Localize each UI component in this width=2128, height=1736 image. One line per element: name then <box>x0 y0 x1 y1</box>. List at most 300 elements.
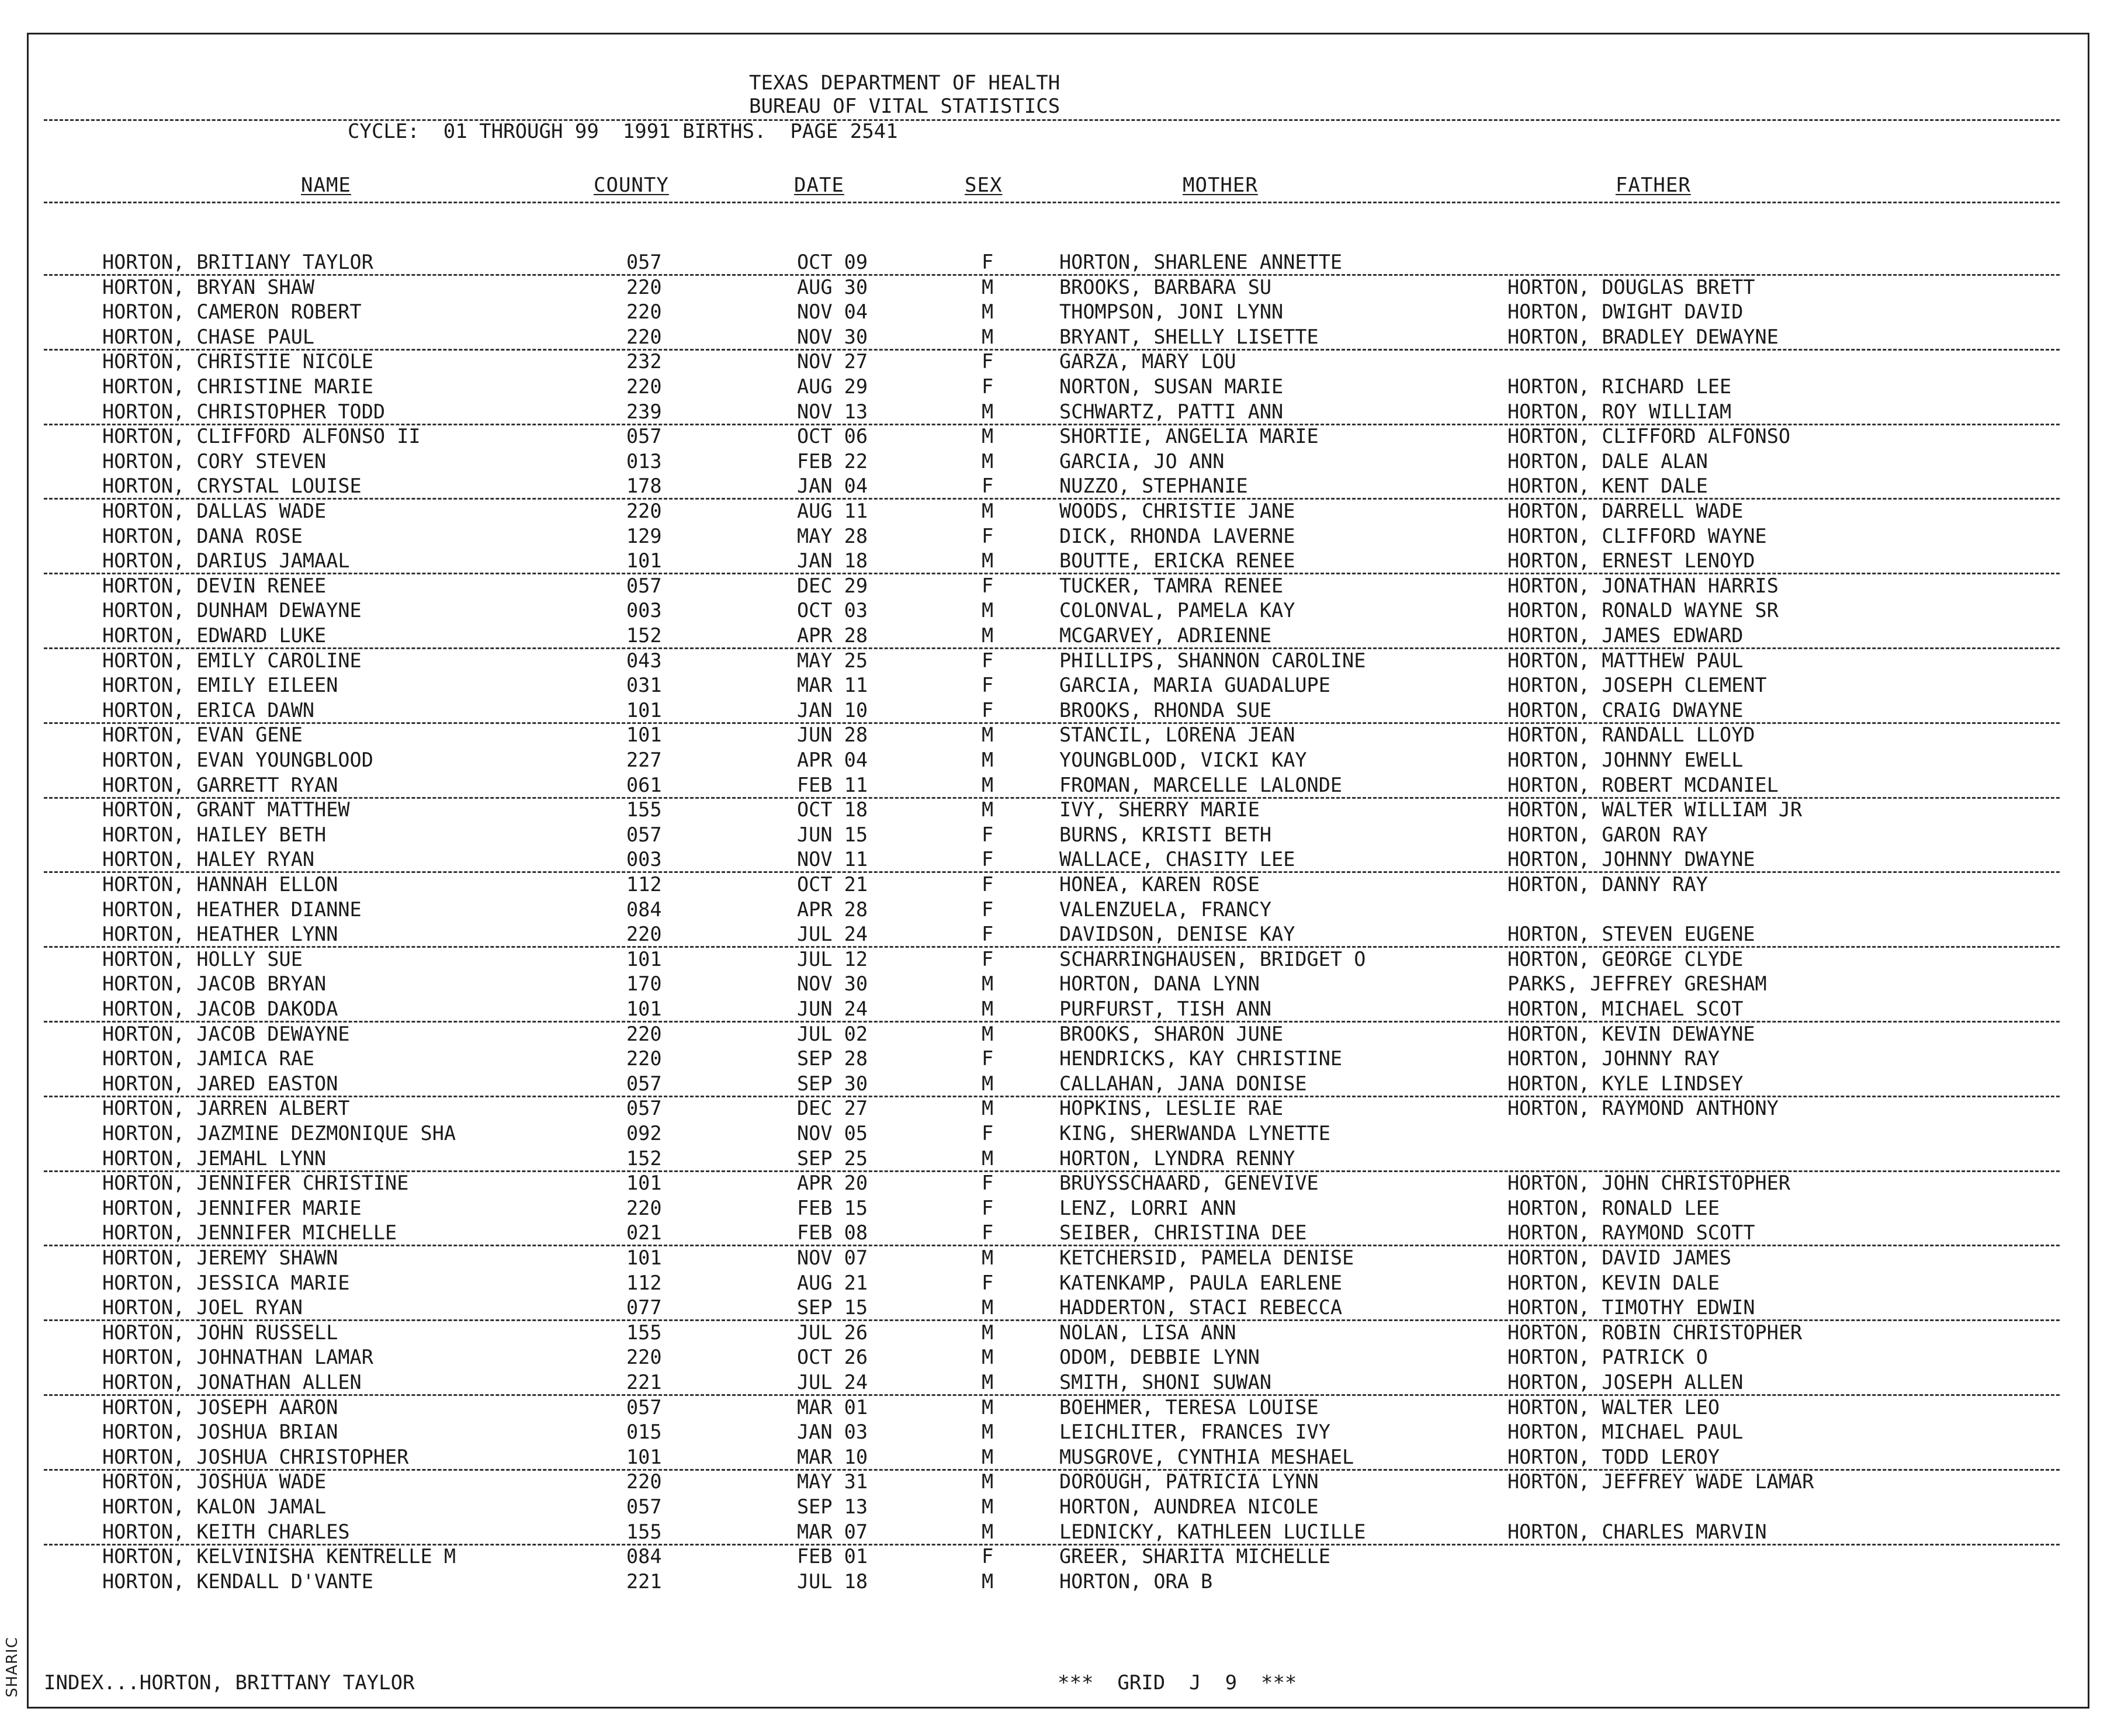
record-county: 003 <box>626 599 662 622</box>
column-header-date: DATE <box>794 174 844 197</box>
record-sex: M <box>982 1420 994 1444</box>
record-name: HORTON, JESSICA MARIE <box>102 1271 350 1294</box>
record-mother: BROOKS, RHONDA SUE <box>1059 698 1272 722</box>
record-sex: F <box>982 1172 994 1195</box>
record-mother: WALLACE, CHASITY LEE <box>1059 848 1295 871</box>
record-mother: BRYANT, SHELLY LISETTE <box>1059 325 1319 348</box>
record-sex: M <box>982 1321 994 1344</box>
record-sex: M <box>982 1569 994 1593</box>
record-county: 003 <box>626 848 662 871</box>
record-county: 101 <box>626 1246 662 1269</box>
record-date: NOV 27 <box>797 350 868 373</box>
record-mother: VALENZUELA, FRANCY <box>1059 898 1272 921</box>
record-father: HORTON, WALTER WILLIAM JR <box>1507 798 1803 822</box>
record-row <box>0 1197 2128 1221</box>
record-mother: PURFURST, TISH ANN <box>1059 997 1272 1020</box>
record-sex: M <box>982 275 994 299</box>
record-sex: M <box>982 599 994 622</box>
record-date: MAR 07 <box>797 1520 868 1543</box>
record-name: HORTON, DUNHAM DEWAYNE <box>102 599 362 622</box>
record-name: HORTON, JOHNATHAN LAMAR <box>102 1346 373 1369</box>
record-sex: F <box>982 698 994 722</box>
record-sex: F <box>982 1221 994 1245</box>
record-mother: TUCKER, TAMRA RENEE <box>1059 574 1284 597</box>
record-date: FEB 22 <box>797 449 868 473</box>
record-row <box>0 549 2128 574</box>
record-date: APR 28 <box>797 898 868 921</box>
record-mother: LENZ, LORRI ANN <box>1059 1196 1236 1219</box>
record-sex: F <box>982 873 994 896</box>
record-date: OCT 06 <box>797 425 868 448</box>
record-mother: IVY, SHERRY MARIE <box>1059 798 1260 822</box>
record-sex: F <box>982 823 994 846</box>
record-father: HORTON, PATRICK O <box>1507 1346 1708 1369</box>
record-date: JUL 12 <box>797 947 868 971</box>
record-county: 101 <box>626 723 662 747</box>
record-mother: NOLAN, LISA ANN <box>1059 1321 1236 1344</box>
record-father: HORTON, RONALD LEE <box>1507 1196 1720 1219</box>
record-row <box>0 474 2128 499</box>
record-father: HORTON, CLIFFORD ALFONSO <box>1507 425 1791 448</box>
record-mother: KING, SHERWANDA LYNETTE <box>1059 1122 1330 1145</box>
record-county: 015 <box>626 1420 662 1444</box>
bureau-title: BUREAU OF VITAL STATISTICS <box>749 95 1060 118</box>
record-county: 220 <box>626 375 662 398</box>
record-date: JAN 10 <box>797 698 868 722</box>
record-date: FEB 15 <box>797 1196 868 1219</box>
record-name: HORTON, HOLLY SUE <box>102 947 303 971</box>
record-name: HORTON, JOSHUA WADE <box>102 1470 327 1494</box>
record-row <box>0 1271 2128 1296</box>
record-mother: GREER, SHARITA MICHELLE <box>1059 1545 1330 1568</box>
record-county: 112 <box>626 1271 662 1294</box>
record-sex: M <box>982 1346 994 1369</box>
record-row <box>0 699 2128 723</box>
record-name: HORTON, HEATHER LYNN <box>102 923 338 946</box>
record-sex: F <box>982 1047 994 1070</box>
record-name: HORTON, ERICA DAWN <box>102 698 315 722</box>
record-mother: HORTON, AUNDREA NICOLE <box>1059 1495 1319 1518</box>
record-date: JUN 28 <box>797 723 868 747</box>
record-row <box>0 325 2128 350</box>
record-name: HORTON, EMILY EILEEN <box>102 674 338 697</box>
record-row <box>0 873 2128 898</box>
record-date: AUG 21 <box>797 1271 868 1294</box>
record-sex: M <box>982 1146 994 1170</box>
column-header-county: COUNTY <box>594 174 669 197</box>
record-name: HORTON, JOHN RUSSELL <box>102 1321 338 1344</box>
record-name: HORTON, DEVIN RENEE <box>102 574 327 597</box>
record-name: HORTON, KELVINISHA KENTRELLE M <box>102 1545 456 1568</box>
record-father: HORTON, JAMES EDWARD <box>1507 624 1744 647</box>
record-row <box>0 1321 2128 1346</box>
record-row <box>0 1420 2128 1445</box>
record-father: HORTON, ROBIN CHRISTOPHER <box>1507 1321 1803 1344</box>
record-name: HORTON, JOEL RYAN <box>102 1296 303 1319</box>
record-date: DEC 29 <box>797 574 868 597</box>
record-county: 155 <box>626 1520 662 1543</box>
record-county: 031 <box>626 674 662 697</box>
record-father: HORTON, BRADLEY DEWAYNE <box>1507 325 1779 348</box>
record-date: OCT 18 <box>797 798 868 822</box>
record-sex: F <box>982 674 994 697</box>
record-sex: M <box>982 1495 994 1518</box>
record-row <box>0 1346 2128 1370</box>
record-date: NOV 30 <box>797 972 868 996</box>
column-header-rule <box>44 202 2060 203</box>
record-name: HORTON, JACOB BRYAN <box>102 972 327 996</box>
record-date: MAR 10 <box>797 1445 868 1468</box>
record-row <box>0 674 2128 698</box>
record-date: SEP 30 <box>797 1072 868 1095</box>
record-date: AUG 30 <box>797 275 868 299</box>
record-row <box>0 599 2128 623</box>
record-date: NOV 30 <box>797 325 868 348</box>
record-county: 101 <box>626 549 662 573</box>
record-mother: DOROUGH, PATRICIA LYNN <box>1059 1470 1319 1494</box>
record-row <box>0 1495 2128 1520</box>
record-name: HORTON, JENNIFER MICHELLE <box>102 1221 397 1245</box>
record-row <box>0 1072 2128 1097</box>
record-father: HORTON, JONATHAN HARRIS <box>1507 574 1779 597</box>
record-date: MAR 01 <box>797 1395 868 1419</box>
record-father: HORTON, JEFFREY WADE LAMAR <box>1507 1470 1814 1494</box>
record-sex: M <box>982 972 994 996</box>
record-name: HORTON, CORY STEVEN <box>102 449 327 473</box>
record-date: NOV 04 <box>797 300 868 324</box>
record-county: 112 <box>626 873 662 896</box>
record-date: SEP 15 <box>797 1296 868 1319</box>
record-date: OCT 21 <box>797 873 868 896</box>
record-county: 220 <box>626 500 662 522</box>
record-mother: HONEA, KAREN ROSE <box>1059 873 1260 896</box>
record-county: 220 <box>626 1022 662 1045</box>
record-date: JUL 18 <box>797 1569 868 1593</box>
record-name: HORTON, GARRETT RYAN <box>102 773 338 796</box>
record-sex: F <box>982 1271 994 1294</box>
record-mother: DAVIDSON, DENISE KAY <box>1059 923 1295 946</box>
record-mother: CALLAHAN, JANA DONISE <box>1059 1072 1307 1095</box>
record-father: HORTON, KENT DALE <box>1507 474 1708 498</box>
record-name: HORTON, HANNAH ELLON <box>102 873 338 896</box>
record-date: NOV 05 <box>797 1122 868 1145</box>
record-date: JUL 24 <box>797 923 868 946</box>
record-row <box>0 350 2128 375</box>
record-sex: M <box>982 325 994 348</box>
record-name: HORTON, JOSHUA CHRISTOPHER <box>102 1445 409 1468</box>
column-header-father: FATHER <box>1616 174 1691 197</box>
record-row <box>0 649 2128 674</box>
record-father: HORTON, ROBERT MCDANIEL <box>1507 773 1779 796</box>
cycle-line: CYCLE: 01 THROUGH 99 1991 BIRTHS. PAGE 2541 <box>348 120 898 143</box>
record-date: SEP 28 <box>797 1047 868 1070</box>
record-father: HORTON, MICHAEL PAUL <box>1507 1420 1744 1444</box>
record-mother: HADDERTON, STACI REBECCA <box>1059 1296 1343 1319</box>
record-county: 239 <box>626 400 662 423</box>
record-name: HORTON, JACOB DAKODA <box>102 997 338 1020</box>
record-county: 043 <box>626 649 662 672</box>
record-row <box>0 525 2128 549</box>
record-name: HORTON, EMILY CAROLINE <box>102 649 362 672</box>
record-county: 101 <box>626 1172 662 1195</box>
record-mother: BROOKS, SHARON JUNE <box>1059 1022 1284 1045</box>
record-sex: F <box>982 649 994 672</box>
record-sex: M <box>982 798 994 822</box>
record-row <box>0 948 2128 972</box>
record-county: 155 <box>626 1321 662 1344</box>
record-county: 057 <box>626 823 662 846</box>
record-date: MAY 25 <box>797 649 868 672</box>
record-sex: M <box>982 1022 994 1045</box>
record-row <box>0 972 2128 997</box>
record-name: HORTON, DARIUS JAMAAL <box>102 549 350 573</box>
record-name: HORTON, HAILEY BETH <box>102 823 327 846</box>
record-father: HORTON, DAVID JAMES <box>1507 1246 1732 1269</box>
record-name: HORTON, EVAN GENE <box>102 723 303 747</box>
record-row <box>0 823 2128 848</box>
record-row <box>0 898 2128 923</box>
record-sex: M <box>982 624 994 647</box>
record-county: 057 <box>626 574 662 597</box>
record-mother: HOPKINS, LESLIE RAE <box>1059 1097 1284 1120</box>
record-county: 220 <box>626 1047 662 1070</box>
record-date: JUN 15 <box>797 823 868 846</box>
record-date: FEB 01 <box>797 1545 868 1568</box>
record-county: 061 <box>626 773 662 796</box>
header-rule <box>44 119 2060 121</box>
record-sex: M <box>982 500 994 522</box>
record-county: 227 <box>626 749 662 771</box>
record-row <box>0 300 2128 325</box>
record-sex: F <box>982 375 994 398</box>
record-sex: M <box>982 1296 994 1319</box>
record-date: OCT 26 <box>797 1346 868 1369</box>
record-row <box>0 1097 2128 1121</box>
record-row <box>0 1545 2128 1569</box>
record-sex: F <box>982 1196 994 1219</box>
record-county: 092 <box>626 1122 662 1145</box>
record-row <box>0 774 2128 798</box>
record-father: HORTON, DWIGHT DAVID <box>1507 300 1744 324</box>
record-date: NOV 11 <box>797 848 868 871</box>
record-name: HORTON, CAMERON ROBERT <box>102 300 362 324</box>
record-sex: M <box>982 300 994 324</box>
record-name: HORTON, HEATHER DIANNE <box>102 898 362 921</box>
record-father: HORTON, RAYMOND ANTHONY <box>1507 1097 1779 1120</box>
record-date: JUL 24 <box>797 1371 868 1394</box>
record-county: 220 <box>626 275 662 299</box>
record-date: APR 04 <box>797 749 868 771</box>
record-mother: COLONVAL, PAMELA KAY <box>1059 599 1295 622</box>
record-father: HORTON, STEVEN EUGENE <box>1507 923 1755 946</box>
record-mother: KETCHERSID, PAMELA DENISE <box>1059 1246 1354 1269</box>
column-header-mother: MOTHER <box>1183 174 1258 197</box>
record-county: 152 <box>626 624 662 647</box>
record-name: HORTON, HALEY RYAN <box>102 848 315 871</box>
record-date: MAY 28 <box>797 524 868 548</box>
record-date: AUG 29 <box>797 375 868 398</box>
record-name: HORTON, EDWARD LUKE <box>102 624 327 647</box>
record-date: OCT 09 <box>797 251 868 273</box>
record-name: HORTON, JARED EASTON <box>102 1072 338 1095</box>
record-name: HORTON, EVAN YOUNGBLOOD <box>102 749 373 771</box>
record-sex: M <box>982 1445 994 1468</box>
record-sex: M <box>982 997 994 1020</box>
record-county: 057 <box>626 251 662 273</box>
record-date: JAN 18 <box>797 549 868 573</box>
record-date: MAR 11 <box>797 674 868 697</box>
record-sex: F <box>982 947 994 971</box>
record-row <box>0 1396 2128 1420</box>
record-name: HORTON, JOSEPH AARON <box>102 1395 338 1419</box>
record-row <box>0 723 2128 748</box>
record-row <box>0 923 2128 947</box>
record-name: HORTON, BRITIANY TAYLOR <box>102 251 373 273</box>
record-sex: F <box>982 898 994 921</box>
record-father: HORTON, DANNY RAY <box>1507 873 1708 896</box>
record-mother: PHILLIPS, SHANNON CAROLINE <box>1059 649 1366 672</box>
record-name: HORTON, JAMICA RAE <box>102 1047 315 1070</box>
record-name: HORTON, CHASE PAUL <box>102 325 315 348</box>
record-mother: HENDRICKS, KAY CHRISTINE <box>1059 1047 1343 1070</box>
record-father: HORTON, JOSEPH ALLEN <box>1507 1371 1744 1394</box>
record-name: HORTON, JEREMY SHAWN <box>102 1246 338 1269</box>
record-sex: M <box>982 449 994 473</box>
record-mother: MCGARVEY, ADRIENNE <box>1059 624 1272 647</box>
record-date: FEB 08 <box>797 1221 868 1245</box>
record-row <box>0 1520 2128 1545</box>
record-name: HORTON, CHRISTIE NICOLE <box>102 350 373 373</box>
record-date: OCT 03 <box>797 599 868 622</box>
record-row <box>0 624 2128 649</box>
record-mother: BOEHMER, TERESA LOUISE <box>1059 1395 1319 1419</box>
record-mother: GARZA, MARY LOU <box>1059 350 1236 373</box>
record-name: HORTON, JENNIFER CHRISTINE <box>102 1172 409 1195</box>
record-mother: HORTON, LYNDRA RENNY <box>1059 1146 1295 1170</box>
record-sex: M <box>982 400 994 423</box>
side-label: SHARIC <box>4 1637 21 1697</box>
record-county: 170 <box>626 972 662 996</box>
record-row <box>0 848 2128 872</box>
record-sex: M <box>982 773 994 796</box>
record-date: NOV 13 <box>797 400 868 423</box>
record-county: 057 <box>626 1072 662 1095</box>
record-mother: HORTON, DANA LYNN <box>1059 972 1260 996</box>
record-father: HORTON, CHARLES MARVIN <box>1507 1520 1767 1543</box>
record-mother: MUSGROVE, CYNTHIA MESHAEL <box>1059 1445 1354 1468</box>
record-name: HORTON, DANA ROSE <box>102 524 303 548</box>
record-father: PARKS, JEFFREY GRESHAM <box>1507 972 1767 996</box>
record-mother: GARCIA, MARIA GUADALUPE <box>1059 674 1330 697</box>
record-father: HORTON, CRAIG DWAYNE <box>1507 698 1744 722</box>
record-date: DEC 27 <box>797 1097 868 1120</box>
record-name: HORTON, BRYAN SHAW <box>102 275 315 299</box>
record-father: HORTON, RANDALL LLOYD <box>1507 723 1755 747</box>
record-row <box>0 1296 2128 1321</box>
department-title: TEXAS DEPARTMENT OF HEALTH <box>749 71 1060 95</box>
record-date: NOV 07 <box>797 1246 868 1269</box>
record-sex: M <box>982 1470 994 1494</box>
record-row <box>0 574 2128 599</box>
record-mother: HORTON, SHARLENE ANNETTE <box>1059 251 1343 273</box>
record-county: 221 <box>626 1569 662 1593</box>
record-sex: F <box>982 848 994 871</box>
record-name: HORTON, CRYSTAL LOUISE <box>102 474 362 498</box>
record-date: SEP 13 <box>797 1495 868 1518</box>
record-mother: NORTON, SUSAN MARIE <box>1059 375 1284 398</box>
record-mother: WOODS, CHRISTIE JANE <box>1059 500 1295 522</box>
record-mother: YOUNGBLOOD, VICKI KAY <box>1059 749 1307 771</box>
record-row <box>0 1172 2128 1196</box>
record-date: MAY 31 <box>797 1470 868 1494</box>
record-father: HORTON, GEORGE CLYDE <box>1507 947 1744 971</box>
record-county: 221 <box>626 1371 662 1394</box>
record-name: HORTON, JONATHAN ALLEN <box>102 1371 362 1394</box>
record-date: APR 20 <box>797 1172 868 1195</box>
record-row <box>0 1221 2128 1246</box>
record-mother: ODOM, DEBBIE LYNN <box>1059 1346 1260 1369</box>
record-father: HORTON, TIMOTHY EDWIN <box>1507 1296 1755 1319</box>
record-county: 220 <box>626 1346 662 1369</box>
record-row <box>0 1446 2128 1470</box>
record-date: APR 28 <box>797 624 868 647</box>
record-name: HORTON, JACOB DEWAYNE <box>102 1022 350 1045</box>
record-mother: BRUYSSCHAARD, GENEVIVE <box>1059 1172 1319 1195</box>
record-name: HORTON, JENNIFER MARIE <box>102 1196 362 1219</box>
record-county: 057 <box>626 1395 662 1419</box>
record-mother: LEICHLITER, FRANCES IVY <box>1059 1420 1330 1444</box>
record-county: 084 <box>626 1545 662 1568</box>
record-father: HORTON, JOHNNY EWELL <box>1507 749 1744 771</box>
record-sex: M <box>982 1246 994 1269</box>
record-name: HORTON, JEMAHL LYNN <box>102 1146 327 1170</box>
record-row <box>0 450 2128 474</box>
record-row <box>0 1570 2128 1595</box>
record-row <box>0 1122 2128 1146</box>
record-date: JUL 26 <box>797 1321 868 1344</box>
record-father: HORTON, RICHARD LEE <box>1507 375 1732 398</box>
record-row <box>0 251 2128 275</box>
record-sex: M <box>982 425 994 448</box>
record-sex: F <box>982 1122 994 1145</box>
record-mother: SCHWARTZ, PATTI ANN <box>1059 400 1284 423</box>
record-father: HORTON, KEVIN DALE <box>1507 1271 1720 1294</box>
record-father: HORTON, CLIFFORD WAYNE <box>1507 524 1767 548</box>
record-county: 155 <box>626 798 662 822</box>
record-father: HORTON, JOSEPH CLEMENT <box>1507 674 1767 697</box>
record-sex: M <box>982 1520 994 1543</box>
record-sex: F <box>982 574 994 597</box>
record-row <box>0 1371 2128 1395</box>
record-row <box>0 798 2128 823</box>
record-row <box>0 1047 2128 1072</box>
record-father: HORTON, KEVIN DEWAYNE <box>1507 1022 1755 1045</box>
record-name: HORTON, JARREN ALBERT <box>102 1097 350 1120</box>
record-row <box>0 1246 2128 1271</box>
record-sex: F <box>982 350 994 373</box>
footer-index: INDEX...HORTON, BRITTANY TAYLOR <box>44 1671 415 1695</box>
record-mother: HORTON, ORA B <box>1059 1569 1213 1593</box>
record-date: JUL 02 <box>797 1022 868 1045</box>
record-county: 057 <box>626 425 662 448</box>
record-mother: DICK, RHONDA LAVERNE <box>1059 524 1295 548</box>
record-mother: GARCIA, JO ANN <box>1059 449 1225 473</box>
record-mother: SCHARRINGHAUSEN, BRIDGET O <box>1059 947 1366 971</box>
record-row <box>0 276 2128 300</box>
record-row <box>0 500 2128 524</box>
footer-grid: *** GRID J 9 *** <box>1058 1671 1297 1695</box>
record-sex: F <box>982 524 994 548</box>
